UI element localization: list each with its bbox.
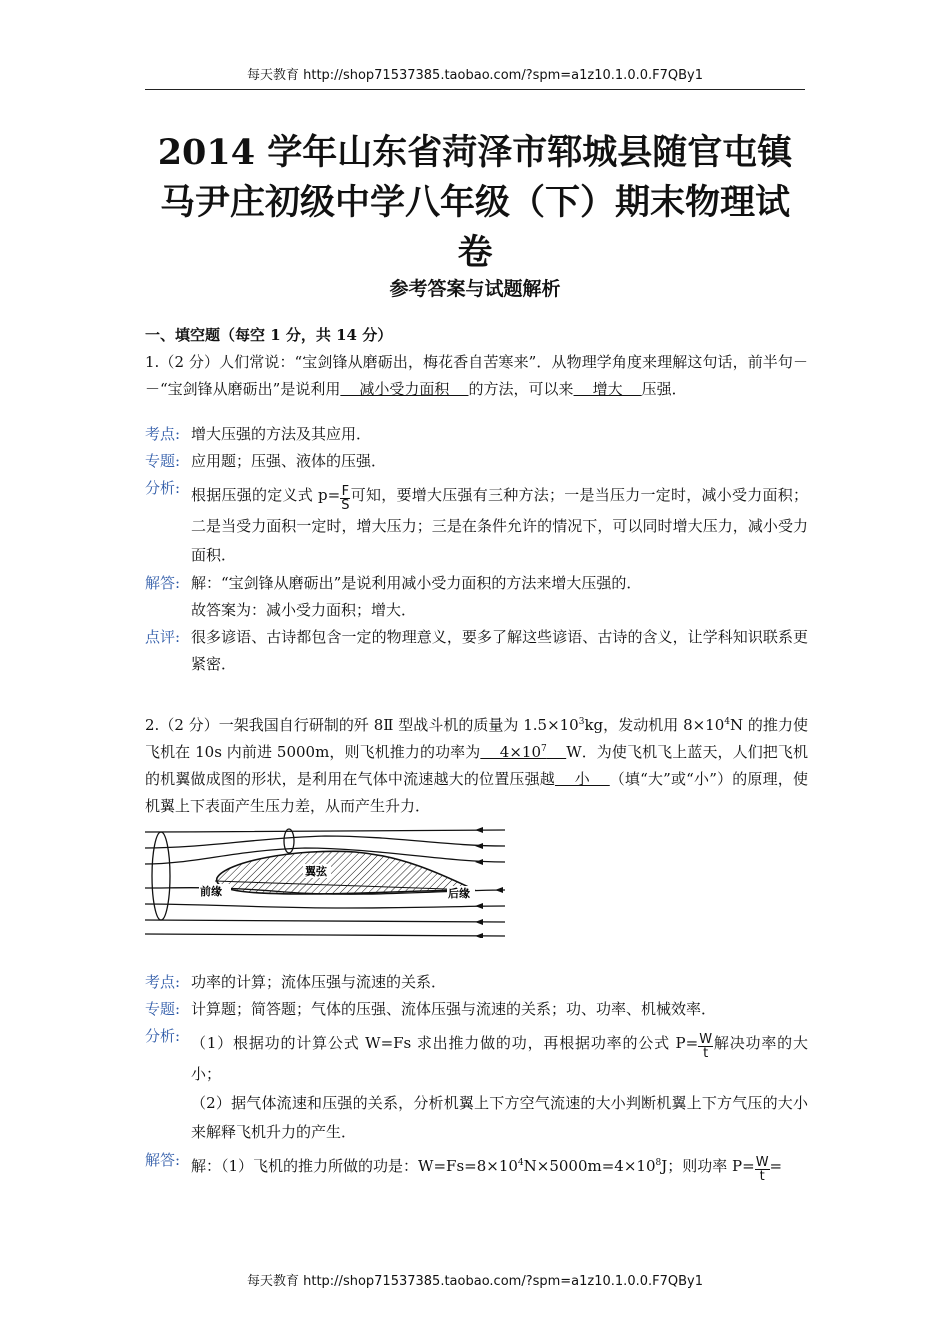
q2-jieda-sup-1: 4: [517, 1158, 524, 1168]
arrow-4: [495, 887, 503, 893]
fig-label-chord: 翼弦: [305, 865, 327, 878]
q2-text-5: （填“大”或“小”）的原理，使机翼上下表面产生压力差，从而产生升力．: [145, 770, 808, 815]
title-line-1: 2014 学年山东省菏泽市郓城县随官屯镇: [157, 132, 793, 173]
flow-ring-front: [152, 832, 170, 920]
q1-zhuanti-text: 应用题；压强、液体的压强．: [191, 452, 387, 470]
q2-jieda-frac-den: t: [759, 1169, 765, 1184]
q1-dianping-text: 很多谚语、古诗都包含一定的物理意义，要多了解这些谚语、古诗的含义，让学科知识联系更紧密．: [191, 628, 808, 673]
streamline-2: [145, 836, 505, 848]
section-title: 一、填空题（每空 1 分，共 14 分）: [145, 326, 393, 344]
q1-jieda: [145, 570, 808, 624]
title-line-2: 马尹庄初级中学八年级（下）期末物理试: [159, 182, 790, 223]
label-fenxi-2: 分析:: [145, 1027, 181, 1045]
q1-text-b: 的方法，可以来: [468, 380, 574, 398]
page-title: [145, 128, 805, 278]
q1-fraction: [340, 485, 350, 512]
q2-text-4: W．为使飞机飞上蓝天，人们把飞机的机翼做成图的形状，是利用在气体中流速越大的位置压强越: [145, 743, 808, 788]
q2-kaodian: [145, 969, 808, 996]
q1-dianping: [145, 624, 808, 678]
q2-sup-2: 4: [724, 717, 730, 727]
q1-text-a: 1.（2 分）人们常说：“宝剑锋从磨砺出，梅花香自苦寒来”．从物理学角度来理解这句话，前半句－－“宝剑锋从磨砺出”是说利用: [145, 353, 808, 398]
q2-sup-1: 3: [578, 717, 585, 727]
arrow-6: [475, 919, 483, 925]
q1-frac-den: S: [341, 498, 350, 513]
q1-text-c: 压强．: [641, 380, 687, 398]
q2-fenxi-2: （2）据气体流速和压强的关系，分析机翼上下方空气流速的大小判断机翼上下方气压的大小来解释飞机升力的产生．: [191, 1094, 808, 1141]
streamline-5: [145, 904, 505, 908]
q1-fenxi-a: 根据压强的定义式 p=: [191, 486, 341, 504]
q2-fraction: [698, 1033, 713, 1060]
q1-kaodian-text: 增大压强的方法及其应用．: [191, 425, 372, 443]
flow-ring-top: [284, 829, 294, 853]
label-kaodian: 考点:: [145, 425, 181, 443]
q2-jieda-b: N×5000m=4×10: [523, 1157, 656, 1175]
question-2: [145, 712, 808, 820]
q1-blank-2: 增大: [573, 380, 642, 398]
q2-jieda-frac-num: W: [755, 1155, 769, 1170]
q2-fenxi-1a: （1）根据功的计算公式 W=Fs 求出推力做的功，再根据功率的公式 P=: [191, 1034, 699, 1052]
label-jieda: 解答:: [145, 574, 181, 592]
q2-blank-1-tail: [547, 743, 566, 761]
label-fenxi: 分析:: [145, 479, 181, 497]
label-kaodian-2: 考点:: [145, 973, 181, 991]
q1-fenxi-b: 可知，要增大压强有三种方法；一是当压力一定时，减小受力面积；二是当受力面积一定时，增大压力；三是在条件允许的情况下，可以同时增大压力，减小受力面积．: [191, 486, 808, 564]
q1-blank-1: 减小受力面积: [340, 380, 469, 398]
title-line-3: 卷: [457, 232, 493, 273]
fig-label-back: 后缘: [448, 887, 470, 900]
q2-jieda-c: J；则功率 P=: [661, 1157, 755, 1175]
label-dianping: 点评:: [145, 628, 181, 646]
q2-kaodian-text: 功率的计算；流体压强与流速的关系．: [191, 973, 447, 991]
arrow-3: [475, 859, 483, 865]
arrow-5: [475, 903, 483, 909]
q2-text-1: 2.（2 分）一架我国自行研制的歼 8Ⅱ 型战斗机的质量为 1.5×10: [145, 716, 579, 734]
q2-text-2: kg，发动机用 8×10: [584, 716, 725, 734]
fig-label-front: 前缘: [200, 885, 222, 898]
wing-airflow-figure: [145, 826, 505, 938]
q1-fenxi: [145, 475, 808, 570]
q1-kaodian: [145, 421, 808, 448]
label-zhuanti-2: 专题:: [145, 1000, 181, 1018]
subtitle: 参考答案与试题解析: [389, 278, 561, 300]
q2-zhuanti: [145, 996, 808, 1023]
streamline-1: [145, 830, 505, 832]
q2-frac-num: W: [699, 1032, 713, 1047]
q1-jieda-1: 解：“宝剑锋从磨砺出”是说利用减小受力面积的方法来增大压强的．: [191, 574, 642, 592]
q2-fenxi-1b: 解决功率的大小；: [191, 1034, 808, 1083]
q2-jieda-text: [191, 1147, 808, 1183]
q2-jieda-sup-2: 8: [655, 1158, 662, 1168]
q2-blank-2: 小: [554, 770, 610, 788]
q1-frac-num: F: [341, 484, 350, 499]
q1-fenxi-text: [191, 475, 808, 570]
label-jieda-2: 解答:: [145, 1151, 181, 1169]
q2-blank-1-text: 4×10: [480, 743, 541, 761]
page-footer: 每天教育 http://shop71537385.taobao.com/?spm=a1z10.1.0.0.F7QBy1: [246, 1274, 703, 1289]
q2-fenxi: [145, 1023, 808, 1147]
q2-jieda-d: =: [769, 1157, 783, 1175]
q2-zhuanti-text: 计算题；简答题；气体的压强、流体压强与流速的关系；功、功率、机械效率．: [191, 1000, 717, 1018]
streamline-6: [145, 920, 505, 922]
q2-blank-1: [480, 743, 566, 761]
content: [145, 322, 808, 1183]
arrow-1: [475, 827, 483, 833]
q2-blank-1-sup: 7: [541, 744, 547, 754]
q2-jieda-fraction: [755, 1156, 770, 1183]
label-zhuanti: 专题:: [145, 452, 181, 470]
arrow-2: [475, 843, 483, 849]
q2-jieda: [145, 1147, 808, 1183]
q1-zhuanti: [145, 448, 808, 475]
question-1: [145, 349, 808, 403]
page-header: 每天教育 http://shop71537385.taobao.com/?spm=a1z10.1.0.0.F7QBy1: [145, 64, 805, 90]
q2-text-3: N 的推力使飞机在 10s 内前进 5000m，则飞机推力的功率为: [145, 716, 808, 761]
q2-frac-den: t: [703, 1046, 709, 1061]
q2-fenxi-1: [191, 1029, 808, 1089]
streamline-7: [145, 934, 505, 936]
q2-jieda-a: 解：（1）飞机的推力所做的功是：W=Fs=8×10: [191, 1157, 518, 1175]
q1-jieda-2: 故答案为：减小受力面积；增大．: [191, 601, 417, 619]
